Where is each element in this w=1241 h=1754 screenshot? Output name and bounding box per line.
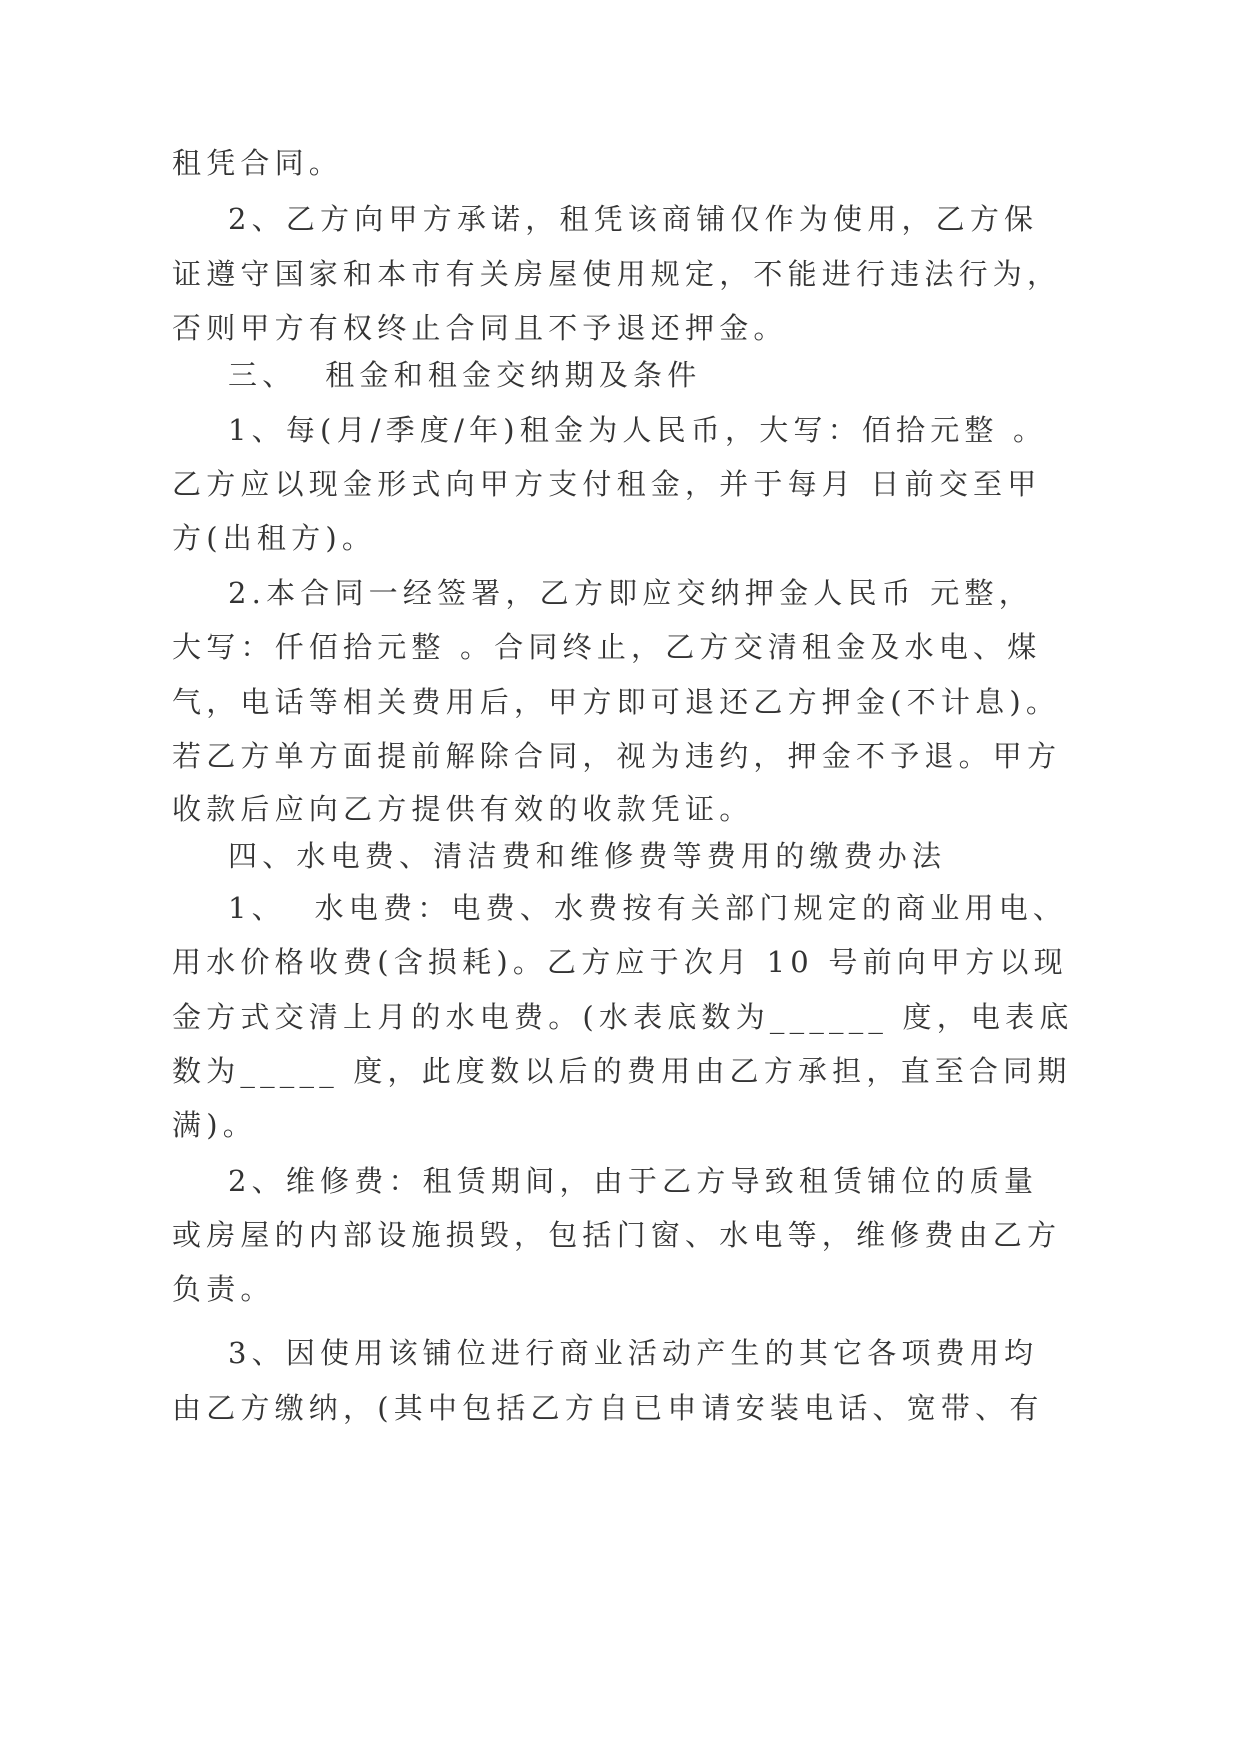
text-line: 由乙方缴纳，(其中包括乙方自已申请安装电话、宽带、有 [172, 1391, 1044, 1425]
text-line: 乙方应以现金形式向甲方支付租金，并于每月 日前交至甲 [172, 467, 1042, 501]
text-line: 2、维修费：租赁期间，由于乙方导致租赁铺位的质量 [228, 1164, 1039, 1198]
text-line: 1、 水电费：电费、水费按有关部门规定的商业用电、 [228, 891, 1068, 925]
text-line: 方(出租方)。 [172, 521, 377, 555]
text-line: 若乙方单方面提前解除合同，视为违约，押金不予退。甲方 [172, 739, 1062, 773]
text-line: 大写：仟佰拾元整 。合同终止，乙方交清租金及水电、煤 [172, 630, 1042, 664]
text-line: 负责。 [172, 1272, 275, 1306]
text-line: 或房屋的内部设施损毁，包括门窗、水电等，维修费由乙方 [172, 1218, 1062, 1252]
text-line: 满)。 [172, 1108, 257, 1142]
section-heading: 三、 租金和租金交纳期及条件 [228, 358, 702, 392]
text-line: 1、每(月/季度/年)租金为人民币，大写：佰拾元整 。 [228, 413, 1048, 447]
text-line: 租凭合同。 [172, 146, 344, 180]
text-line: 金方式交清上月的水电费。(水表底数为______ 度，电表底 [172, 1000, 1074, 1034]
text-line: 用水价格收费(含损耗)。乙方应于次月 10 号前向甲方以现 [172, 945, 1068, 979]
text-line: 证遵守国家和本市有关房屋使用规定，不能进行违法行为， [172, 257, 1062, 291]
text-line: 数为_____ 度，此度数以后的费用由乙方承担，直至合同期 [172, 1054, 1072, 1088]
text-line: 气，电话等相关费用后，甲方即可退还乙方押金(不计息)。 [172, 685, 1061, 719]
text-line: 收款后应向乙方提供有效的收款凭证。 [172, 792, 754, 826]
text-line: 3、因使用该铺位进行商业活动产生的其它各项费用均 [228, 1336, 1039, 1370]
section-heading: 四、水电费、清洁费和维修费等费用的缴费办法 [228, 839, 947, 873]
text-line: 2.本合同一经签署，乙方即应交纳押金人民币 元整， [228, 576, 1033, 610]
text-line: 否则甲方有权终止合同且不予退还押金。 [172, 311, 788, 345]
text-line: 2、乙方向甲方承诺，租凭该商铺仅作为使用，乙方保 [228, 202, 1039, 236]
